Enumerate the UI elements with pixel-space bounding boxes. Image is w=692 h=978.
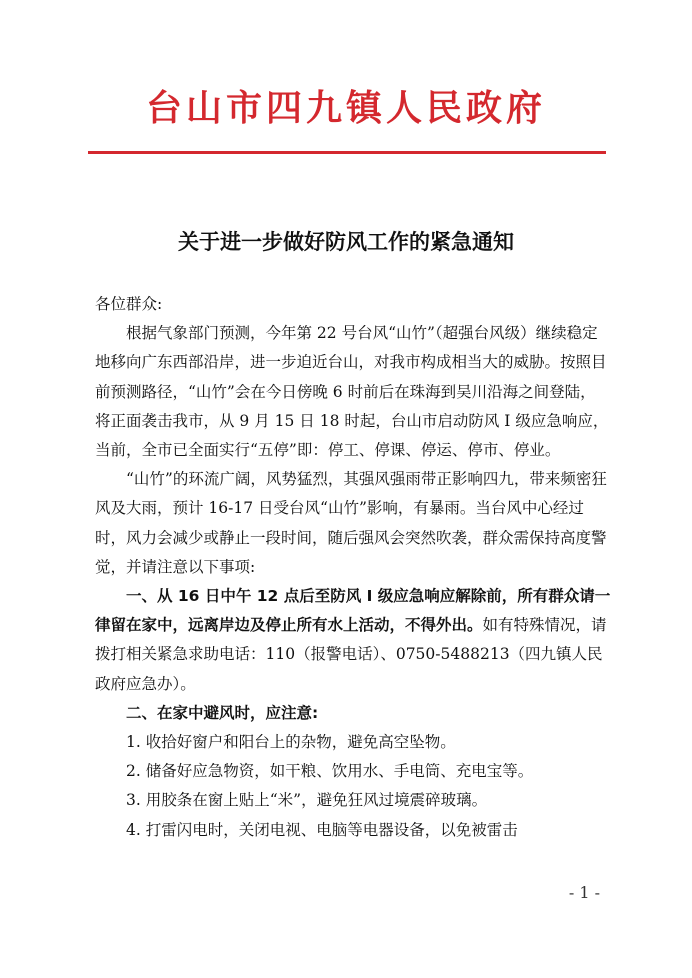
list-item: 2. 储备好应急物资，如干粮、饮用水、手电筒、充电宝等。 bbox=[126, 762, 534, 781]
section-stay-home-bold: 一、从 16 日中午 12 点后至防风 I 级应急响应解除前，所有群众请一律留在家中，远离岸边及停止所有水上活动，不得外出。 bbox=[95, 587, 611, 635]
list-item: 3. 用胶条在窗上贴上“米”，避免狂风过境震碎玻璃。 bbox=[126, 791, 488, 810]
list-item: 1. 收拾好窗户和阳台上的杂物，避免高空坠物。 bbox=[126, 733, 456, 752]
notice-title: 关于进一步做好防风工作的紧急通知 bbox=[178, 230, 514, 254]
page-number: - 1 - bbox=[568, 883, 600, 902]
paragraph-forecast: 根据气象部门预测，今年第 22 号台风“山竹”（超强台风级）继续稳定地移向广东西部沿岸，进一步迫近台山，对我市构成相当大的威胁。按照目前预测路径，“山竹”会在今日傍晚 6 时前后在珠海到吴川沿海之间登陆，将正面袭击我市，从 9 月 15 日 18 时起，台山市启动防风 I 级应急响应，当前，全市已全面实行“五停”即：停工、停课、停运、停市、停业。 bbox=[95, 324, 609, 460]
section-stay-home-contacts: 如有特殊情况，请拨打相关紧急求助电话：110（报警电话）、0750-5488213（四九镇人民政府应急办）。 bbox=[95, 616, 607, 693]
salutation: 各位群众: bbox=[95, 295, 163, 313]
organization-header: 台山市四九镇人民政府 bbox=[145, 87, 546, 129]
notice-body bbox=[95, 290, 611, 845]
paragraph-warning: “山竹”的环流广阔，风势猛烈，其强风强雨带正影响四九，带来频密狂风及大雨，预计 16-17 日受台风“山竹”影响，有暴雨。当台风中心经过时，风力会减少或静止一段时间，随后强风会突然吹袭，群众需保持高度警觉，并请注意以下事项: bbox=[95, 470, 607, 576]
section-stay-home bbox=[95, 582, 611, 699]
list-item: 4. 打雷闪电时，关闭电视、电脑等电器设备，以免被雷击 bbox=[126, 820, 518, 839]
header-divider bbox=[88, 151, 606, 154]
section-home-shelter-heading: 二、在家中避风时，应注意: bbox=[126, 703, 319, 722]
